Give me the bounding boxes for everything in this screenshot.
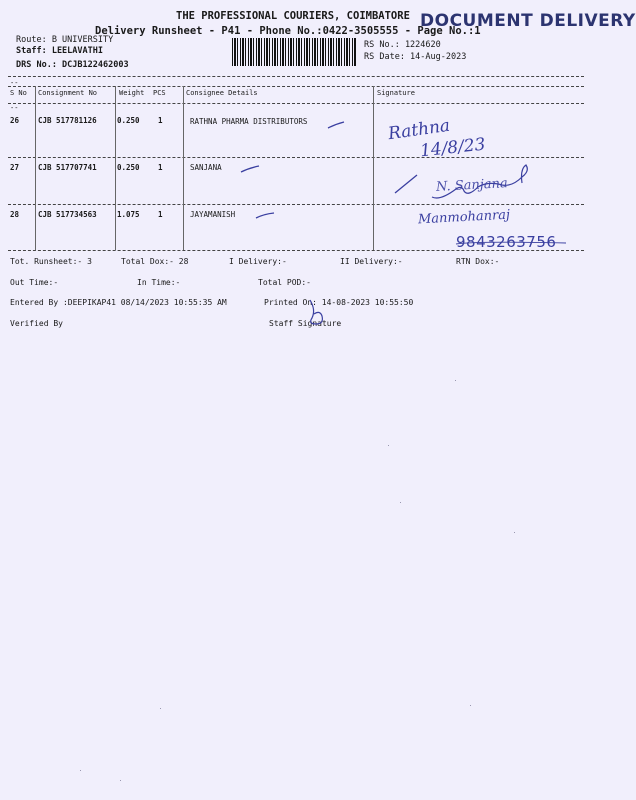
document-delivery-stamp: DOCUMENT DELIVERY xyxy=(420,11,636,31)
handwritten-signature: N. Sanjana xyxy=(435,176,509,195)
handwritten-name: Rathna xyxy=(386,115,452,145)
i-delivery: I Delivery:- xyxy=(229,257,287,266)
verified-by: Verified By xyxy=(10,319,63,328)
table-row-pcs: 1 xyxy=(158,210,163,219)
drs-number: DRS No.: DCJB122462003 xyxy=(16,60,129,70)
ii-delivery: II Delivery:- xyxy=(340,257,403,266)
table-row-weight: 0.250 xyxy=(117,163,140,172)
col-header-consignment: Consignment No xyxy=(38,89,98,97)
staff-signature-label: Staff Signature xyxy=(269,319,342,328)
rtn-dox: RTN Dox:- xyxy=(456,257,500,266)
col-header-weight: Weight xyxy=(119,89,145,97)
table-row-pcs: 1 xyxy=(158,163,163,172)
table-row-consignee: JAYAMANISH xyxy=(190,210,236,219)
handwritten-date: 14/8/23 xyxy=(419,134,487,162)
runsheet-title: Delivery Runsheet - P41 - Phone No.:0422-3505555 - Page No.:1 xyxy=(95,25,481,37)
table-row-weight: 0.250 xyxy=(117,116,140,125)
table-row-consignee: SANJANA xyxy=(190,163,222,172)
out-time: Out Time:- xyxy=(10,278,59,287)
col-header-consignee: Consignee Details xyxy=(186,89,258,97)
table-row-consignee: RATHNA PHARMA DISTRIBUTORS xyxy=(190,117,308,126)
total-runsheet: Tot. Runsheet:- 3 xyxy=(10,257,92,266)
table-row-consignment: CJB 517734563 xyxy=(38,210,97,219)
col-header-signature: Signature xyxy=(377,89,415,97)
table-row-consignment: CJB 517707741 xyxy=(38,163,97,172)
company-name: THE PROFESSIONAL COURIERS, COIMBATORE xyxy=(176,10,410,22)
col-header-sno: S No xyxy=(10,89,27,97)
total-dox: Total Dox:- 28 xyxy=(121,257,189,266)
handwritten-phone: 9843263756 xyxy=(456,233,557,251)
in-time: In Time:- xyxy=(137,278,181,287)
staff-signature-mark xyxy=(302,296,328,330)
table-row-sno: 26 xyxy=(10,116,20,125)
col-header-pcs: PCS xyxy=(153,89,166,97)
table-row-weight: 1.075 xyxy=(117,210,140,219)
route-label: Route: B UNIVERSITY xyxy=(16,35,114,45)
printed-on: Printed On: 14-08-2023 10:55:50 xyxy=(264,298,414,307)
table-row-sno: 28 xyxy=(10,210,20,219)
rs-number: RS No.: 1224620 xyxy=(364,40,441,50)
rs-date: RS Date: 14-Aug-2023 xyxy=(364,52,467,62)
total-pod: Total POD:- xyxy=(258,278,311,287)
table-row-consignment: CJB 517781126 xyxy=(38,116,97,125)
staff-label: Staff: LEELAVATHI xyxy=(16,46,103,56)
table-row-sno: 27 xyxy=(10,163,20,172)
table-row-pcs: 1 xyxy=(158,116,163,125)
handwritten-name: Manmohanraj xyxy=(417,207,511,228)
entered-by: Entered By :DEEPIKAP41 08/14/2023 10:55:35 AM xyxy=(10,298,227,307)
